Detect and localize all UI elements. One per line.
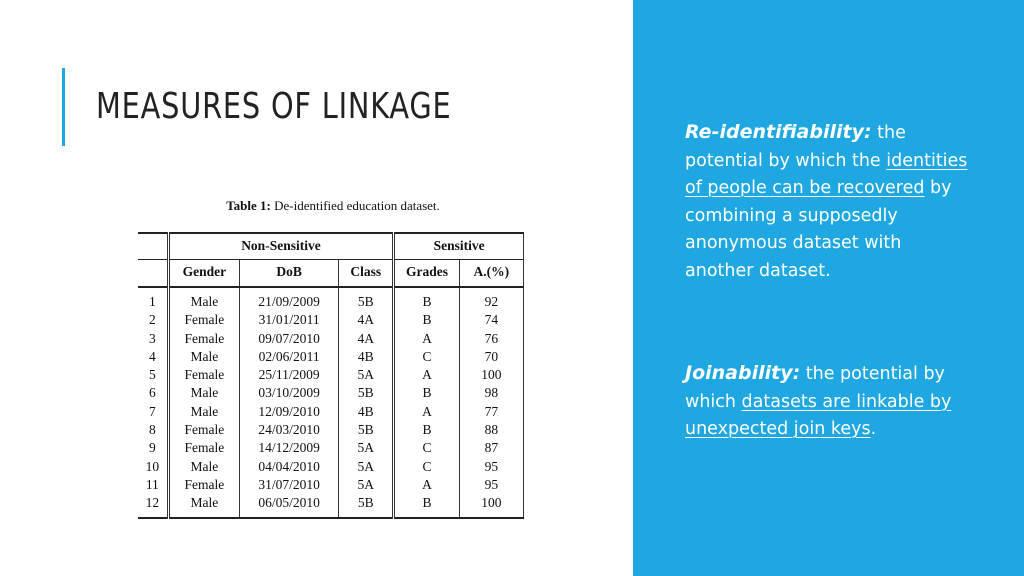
title-accent-bar bbox=[62, 68, 65, 146]
cell-dob: 04/04/2010 bbox=[240, 458, 339, 476]
cell-class: 4A bbox=[339, 311, 394, 329]
cell-grade: B bbox=[394, 287, 459, 311]
cell-gender: Male bbox=[168, 287, 239, 311]
join-text-1: the potential by which bbox=[685, 364, 945, 412]
reid-underlined-text: identities of people can be recovered bbox=[685, 150, 968, 198]
cell-gender: Male bbox=[168, 384, 239, 402]
row-index: 5 bbox=[148, 367, 156, 383]
cell-attendance: 70 bbox=[459, 348, 523, 366]
cell-gender: Female bbox=[168, 311, 239, 329]
cell-class: 5B bbox=[339, 384, 394, 402]
dataset-figure bbox=[138, 198, 528, 519]
cell-grade: A bbox=[394, 403, 459, 421]
cell-gender: Male bbox=[168, 494, 239, 517]
table-row bbox=[138, 384, 524, 402]
row-index: 12 bbox=[138, 494, 168, 517]
row-index: 2 bbox=[148, 312, 156, 328]
table-row bbox=[138, 330, 524, 348]
table-caption-label: Table 1: bbox=[226, 198, 271, 213]
cell-grade: C bbox=[394, 458, 459, 476]
column-header: Gender bbox=[168, 260, 239, 288]
cell-dob: 02/06/2011 bbox=[240, 348, 339, 366]
table-row bbox=[138, 439, 524, 457]
cell-attendance: 100 bbox=[459, 494, 523, 517]
education-dataset-table bbox=[138, 232, 524, 519]
column-header: A.(%) bbox=[459, 260, 523, 288]
reid-text-2: by combining a supposedly anonymous dataset with another dataset. bbox=[685, 178, 952, 281]
row-index: 10 bbox=[145, 458, 160, 474]
cell-dob: 06/05/2010 bbox=[240, 494, 339, 517]
cell-dob: 14/12/2009 bbox=[240, 439, 339, 457]
table-row bbox=[138, 311, 524, 329]
cell-dob: 03/10/2009 bbox=[240, 384, 339, 402]
table-row bbox=[138, 458, 524, 476]
cell-class: 5A bbox=[339, 366, 394, 384]
table-caption bbox=[138, 198, 528, 214]
cell-class: 5A bbox=[339, 476, 394, 494]
cell-grade: C bbox=[394, 439, 459, 457]
cell-attendance: 87 bbox=[459, 439, 523, 457]
cell-grade: A bbox=[394, 476, 459, 494]
cell-gender: Female bbox=[168, 439, 239, 457]
cell-gender: Female bbox=[168, 366, 239, 384]
reidentifiability-definition bbox=[685, 119, 975, 285]
cell-dob: 31/01/2011 bbox=[240, 311, 339, 329]
cell-grade: A bbox=[394, 366, 459, 384]
group-non-sensitive: Non-Sensitive bbox=[168, 233, 394, 260]
table-body bbox=[138, 287, 524, 518]
cell-grade: C bbox=[394, 348, 459, 366]
cell-attendance: 77 bbox=[459, 403, 523, 421]
column-header: Class bbox=[339, 260, 394, 288]
cell-dob: 12/09/2010 bbox=[240, 403, 339, 421]
cell-class: 5B bbox=[339, 494, 394, 517]
table-group-header bbox=[138, 233, 524, 260]
table-row bbox=[138, 421, 524, 439]
cell-class: 4B bbox=[339, 403, 394, 421]
cell-class: 5A bbox=[339, 458, 394, 476]
table-row bbox=[138, 287, 524, 311]
join-text-2: . bbox=[870, 419, 877, 439]
slide-title: MEASURES OF LINKAGE bbox=[96, 86, 452, 127]
reidentifiability-term: Re-identifiability: bbox=[685, 121, 872, 143]
reid-text-1: the potential by which the bbox=[685, 123, 906, 171]
table-row bbox=[138, 348, 524, 366]
cell-gender: Male bbox=[168, 348, 239, 366]
table-row bbox=[138, 403, 524, 421]
cell-gender: Female bbox=[168, 421, 239, 439]
cell-attendance: 74 bbox=[459, 311, 523, 329]
cell-gender: Male bbox=[168, 403, 239, 421]
cell-attendance: 98 bbox=[459, 384, 523, 402]
joinability-term: Joinability: bbox=[685, 362, 801, 384]
cell-class: 5B bbox=[339, 287, 394, 311]
cell-dob: 31/07/2010 bbox=[240, 476, 339, 494]
cell-grade: B bbox=[394, 421, 459, 439]
row-index: 6 bbox=[148, 385, 156, 401]
cell-grade: B bbox=[394, 384, 459, 402]
table-row bbox=[138, 476, 524, 494]
cell-dob: 25/11/2009 bbox=[240, 366, 339, 384]
cell-class: 4B bbox=[339, 348, 394, 366]
table-row bbox=[138, 494, 524, 517]
row-index: 8 bbox=[148, 422, 156, 438]
cell-grade: B bbox=[394, 494, 459, 517]
cell-dob: 09/07/2010 bbox=[240, 330, 339, 348]
cell-grade: B bbox=[394, 311, 459, 329]
definitions-panel bbox=[633, 0, 1024, 576]
column-header: Grades bbox=[394, 260, 459, 288]
cell-grade: A bbox=[394, 330, 459, 348]
cell-attendance: 95 bbox=[459, 476, 523, 494]
cell-dob: 21/09/2009 bbox=[240, 287, 339, 311]
cell-attendance: 92 bbox=[459, 287, 523, 311]
cell-gender: Female bbox=[168, 330, 239, 348]
cell-class: 5B bbox=[339, 421, 394, 439]
cell-attendance: 76 bbox=[459, 330, 523, 348]
cell-class: 5A bbox=[339, 439, 394, 457]
cell-attendance: 88 bbox=[459, 421, 523, 439]
row-index: 9 bbox=[148, 440, 156, 456]
joinability-definition bbox=[685, 360, 975, 444]
row-index: 3 bbox=[148, 330, 156, 346]
row-index: 7 bbox=[148, 403, 156, 419]
row-index: 11 bbox=[145, 476, 159, 492]
join-underlined-text: datasets are linkable by unexpected join keys bbox=[685, 391, 952, 439]
cell-gender: Female bbox=[168, 476, 239, 494]
cell-dob: 24/03/2010 bbox=[240, 421, 339, 439]
row-index: 1 bbox=[148, 294, 156, 309]
column-header: DoB bbox=[240, 260, 339, 288]
cell-gender: Male bbox=[168, 458, 239, 476]
cell-attendance: 95 bbox=[459, 458, 523, 476]
cell-class: 4A bbox=[339, 330, 394, 348]
table-caption-text: De-identified education dataset. bbox=[274, 198, 440, 213]
group-sensitive: Sensitive bbox=[394, 233, 524, 260]
cell-attendance: 100 bbox=[459, 366, 523, 384]
table-column-header bbox=[138, 260, 524, 288]
row-index: 4 bbox=[148, 348, 156, 364]
table-row bbox=[138, 366, 524, 384]
